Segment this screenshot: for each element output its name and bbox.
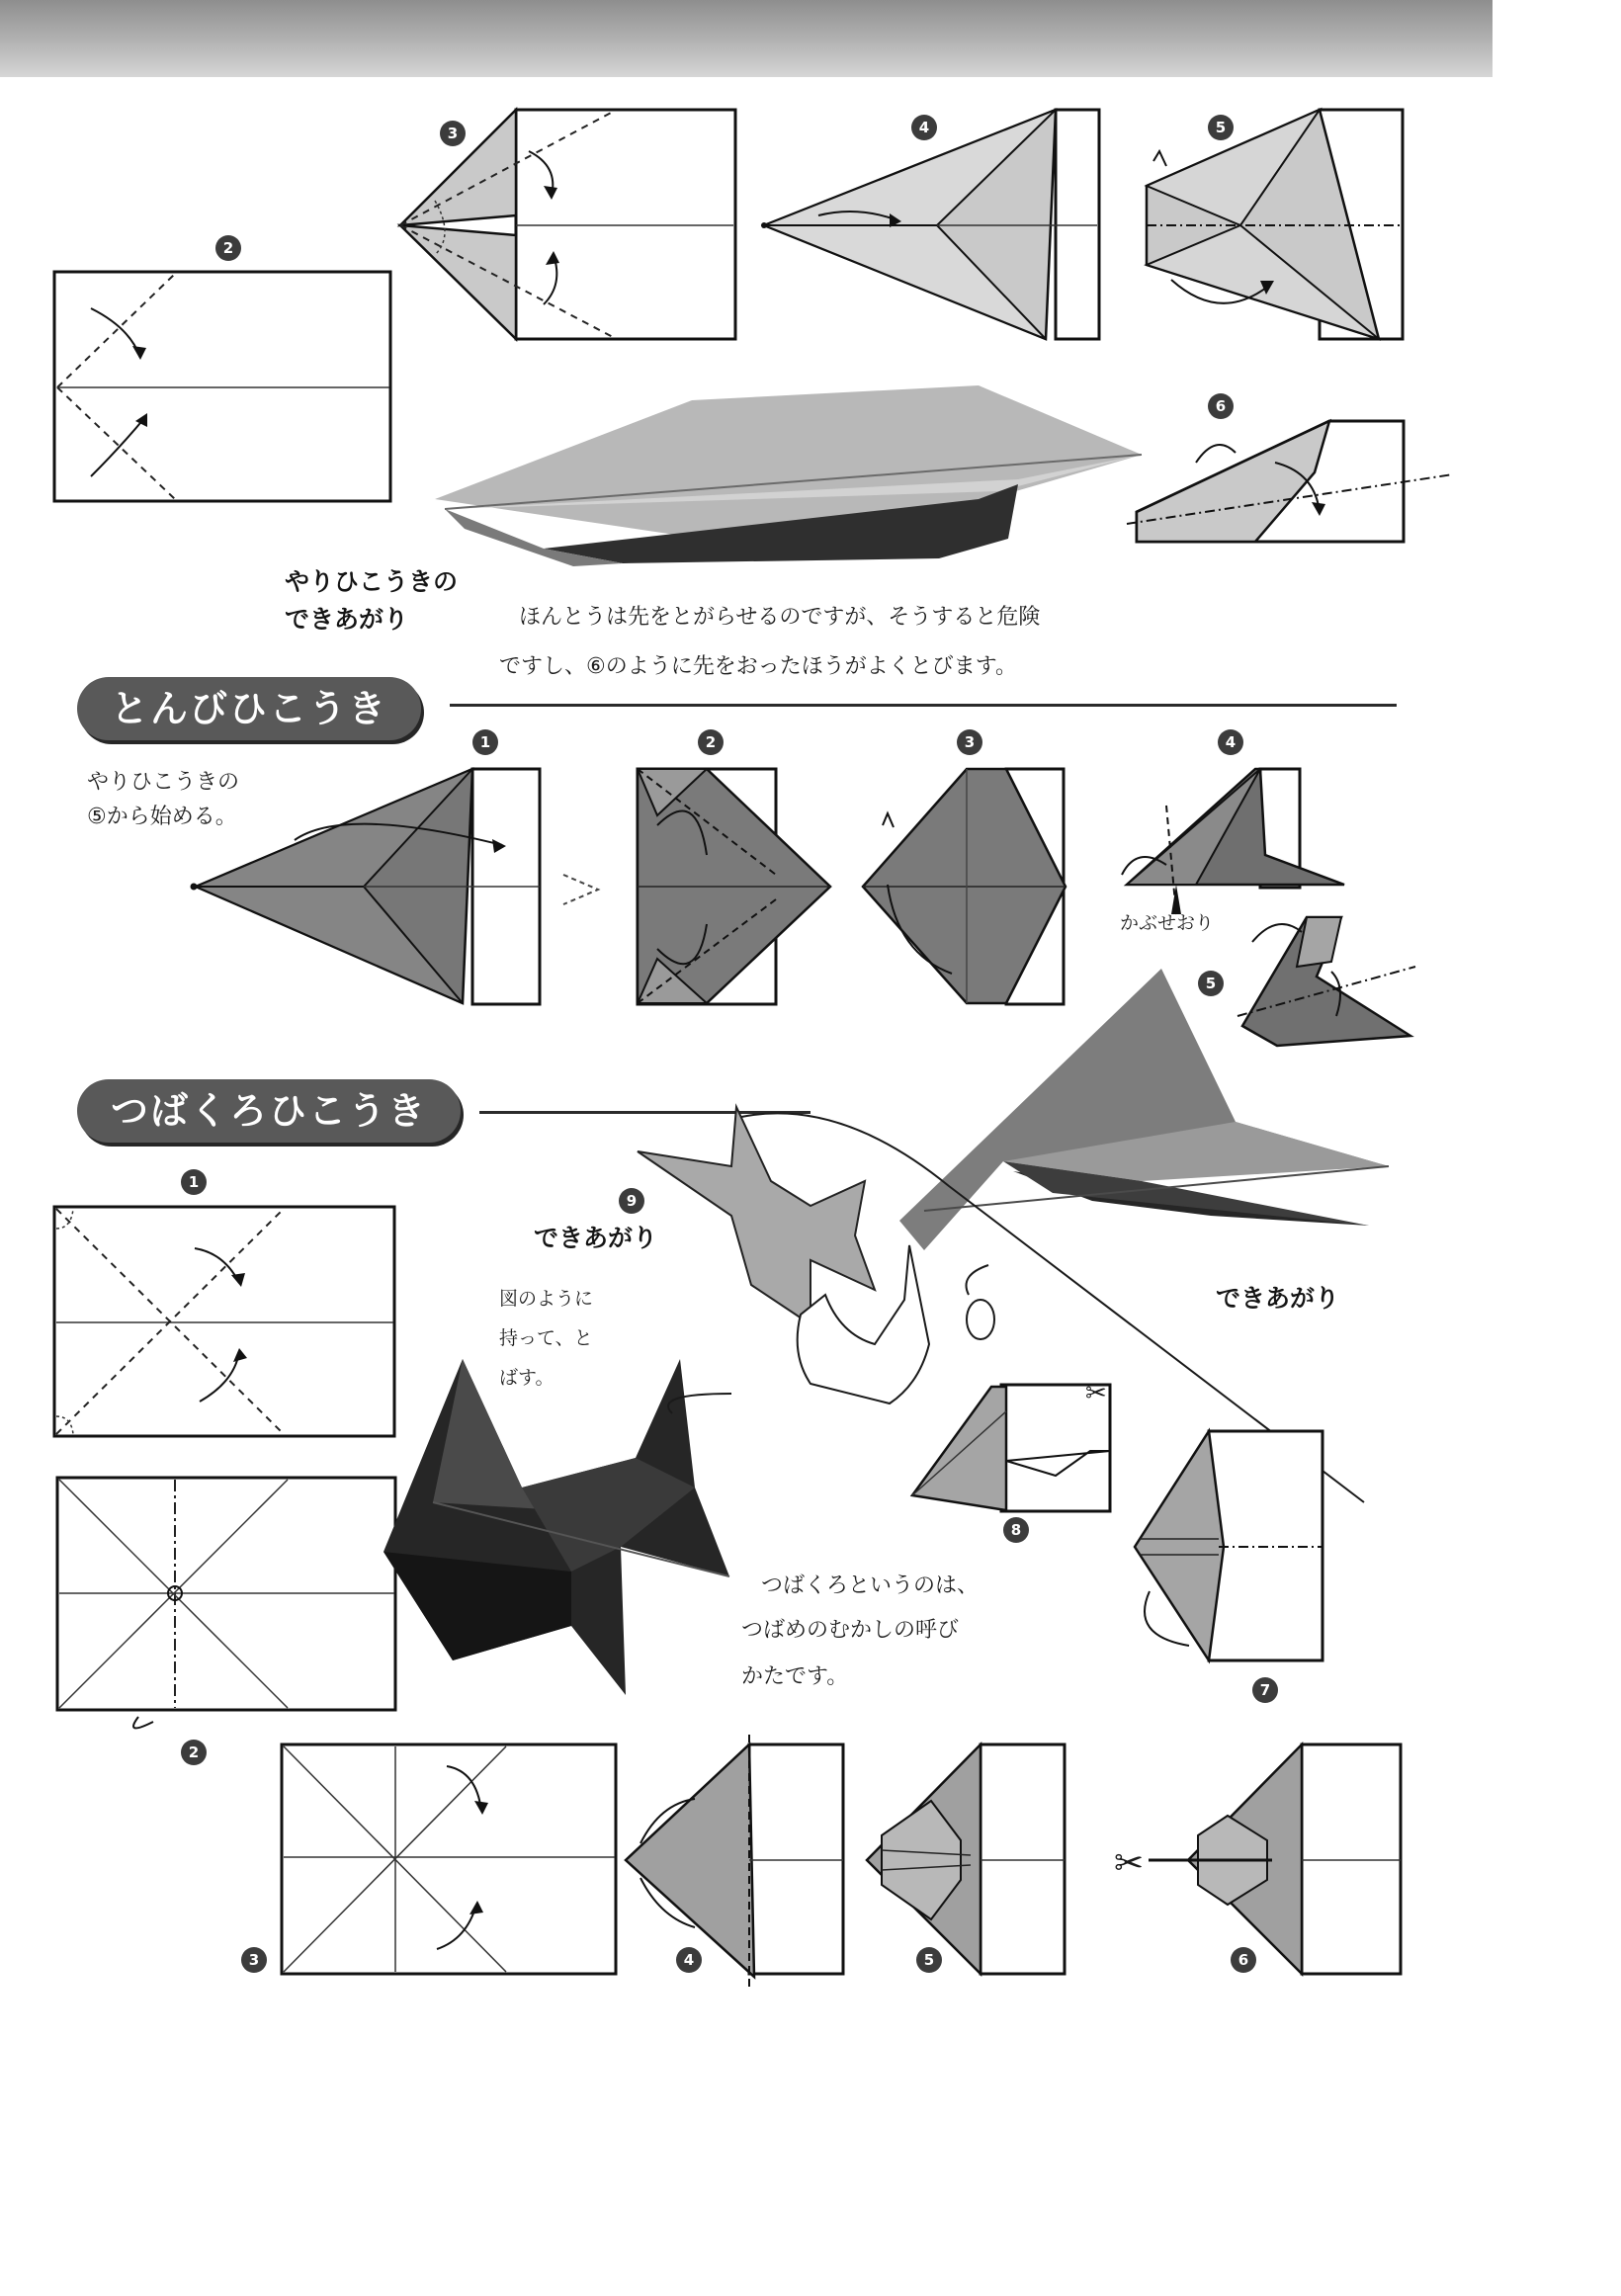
tsubakuro-complete-label: できあがり [534,1224,658,1252]
tonbi-step4-diagram [1117,766,1349,924]
tsubakuro-step8-diagram [907,1379,1115,1525]
yari-complete-label-2: できあがり [285,605,409,634]
yari-step-6-badge: 6 [1208,393,1234,419]
yari-step-2-badge: 2 [215,235,241,261]
tsubakuro-step1-diagram [51,1204,399,1441]
tsubakuro-step-8-badge: 8 [1003,1517,1029,1543]
yari-complete-photo [425,381,1147,568]
yari-step2-diagram [51,269,397,506]
yari-complete-label-1: やりひこうきの [285,567,459,596]
tonbi-step1-diagram [186,766,547,1008]
tsubakuro-hold-line-1: 図のように [499,1288,594,1310]
tsubakuro-step-1-badge: 1 [181,1169,207,1195]
tonbi-step-4-badge: 4 [1218,729,1243,755]
tonbi-complete-label: できあがり [1216,1284,1340,1313]
tonbi-step-5-badge: 5 [1198,971,1224,996]
yari-note-line-1: ほんとうは先をとがらせるのですが、そうすると危険 [519,605,1041,630]
tonbi-step-1-badge: 1 [472,729,498,755]
svg-text:✂: ✂ [1085,1379,1107,1408]
tonbi-step2-diagram [628,766,835,1008]
tonbi-section-title: とんびひこうき [77,677,421,740]
yari-step5-diagram [1142,107,1408,344]
tsubakuro-step-5-badge: 5 [916,1947,942,1973]
tsubakuro-step-3-badge: 3 [241,1947,267,1973]
tsubakuro-note-line-3: かたです。 [741,1664,849,1689]
tsubakuro-note-line-2: つばめのむかしの呼び [741,1618,960,1643]
tsubakuro-step2-diagram [54,1475,400,1717]
svg-text:✂: ✂ [1114,1843,1145,1884]
tsubakuro-step3-diagram [279,1742,620,1979]
tsubakuro-step6-diagram [1109,1742,1406,1979]
tonbi-start-line-1: やりひこうきの [87,770,240,795]
tonbi-title-rule [450,704,1397,707]
tsubakuro-step-6-badge: 6 [1231,1947,1256,1973]
yari-note-line-2: ですし、⑥のように先をおったほうがよくとびます。 [499,654,1017,679]
tsubakuro-step-2-badge: 2 [181,1740,207,1765]
tsubakuro-step-7-badge: 7 [1252,1677,1278,1703]
tonbi-arrow-next [558,870,608,909]
scan-top-band [0,0,1493,77]
yari-step6-diagram [1127,413,1453,552]
tsubakuro-step4-diagram [621,1735,848,1987]
tsubakuro-note-line-1: つばくろというのは、 [761,1573,980,1598]
yari-step-4-badge: 4 [911,115,937,140]
yari-step-5-badge: 5 [1208,115,1234,140]
tonbi-start-line-2: ⑤から始める。 [87,805,237,829]
tsubakuro-step7-diagram [1130,1428,1327,1665]
tonbi-step-3-badge: 3 [957,729,982,755]
tsubakuro-hold-line-3: ばす。 [499,1367,555,1389]
tsubakuro-step5-diagram [862,1742,1069,1979]
tonbi-step-2-badge: 2 [698,729,724,755]
tsubakuro-step-4-badge: 4 [676,1947,702,1973]
yari-step4-diagram [759,107,1105,344]
tsubakuro-hold-line-2: 持って、と [499,1327,593,1349]
tsubakuro-step-9-badge: 9 [619,1188,644,1214]
yari-step-3-badge: 3 [440,121,466,146]
tsubakuro-section-title: つばくろひこうき [77,1079,461,1143]
tonbi-fold-label: かぶせおり [1120,912,1215,934]
